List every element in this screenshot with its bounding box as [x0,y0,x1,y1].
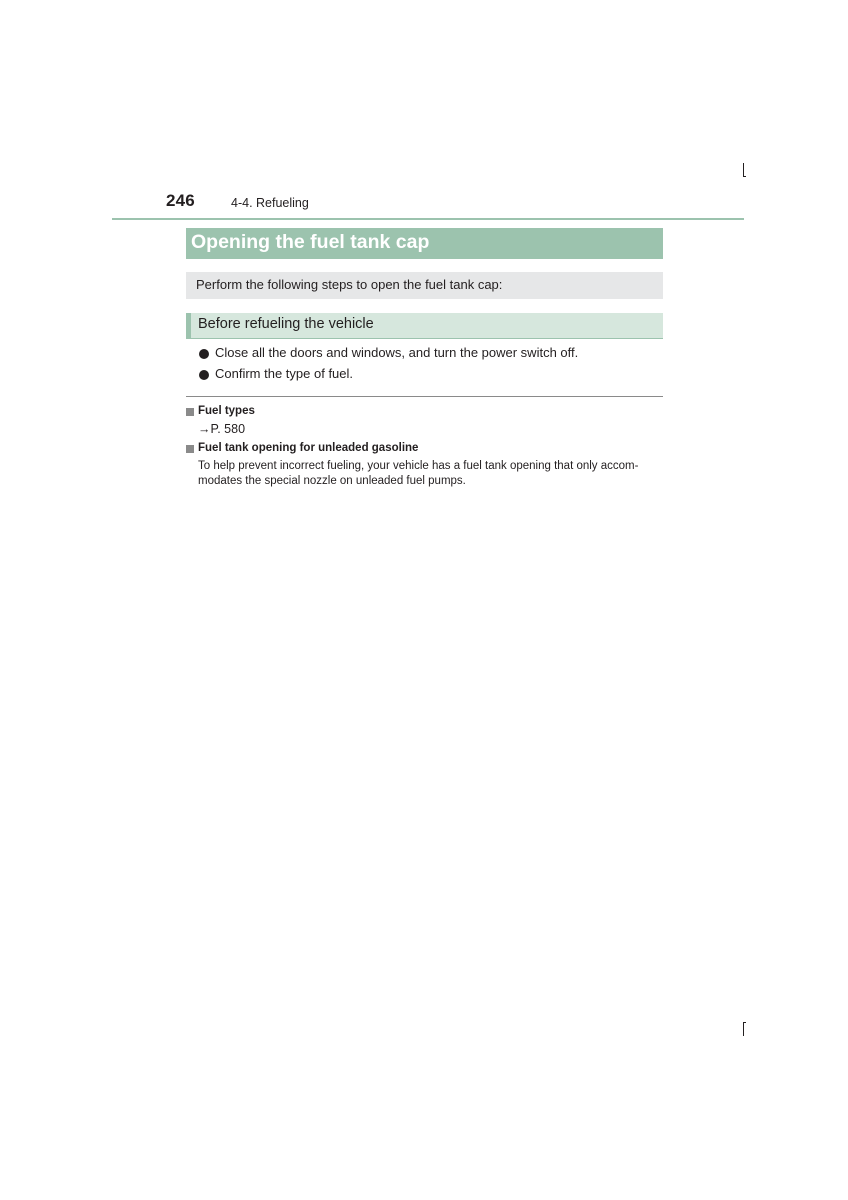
note-heading-text: Fuel types [198,405,255,417]
section-reference: 4-4. Refueling [231,196,309,210]
note-heading [186,442,663,459]
square-bullet-icon [186,445,194,453]
crop-mark-top [743,163,744,177]
page-title: Opening the fuel tank cap [191,231,430,253]
crop-mark-bottom [743,1022,744,1036]
notes-section [186,405,663,489]
square-bullet-icon [186,408,194,416]
bullet-icon [199,370,209,380]
page-number: 246 [166,191,195,210]
page-header [112,190,744,220]
intro-text: Perform the following steps to open the fuel tank cap: [196,277,503,292]
list-item [198,366,663,387]
list-item-text: Confirm the type of fuel. [215,366,354,381]
page-reference-link[interactable]: →P. 580 [198,422,246,436]
divider [186,396,663,397]
checklist [198,345,663,387]
bullet-icon [199,349,209,359]
list-item [198,345,663,366]
subsection-title: Before refueling the vehicle [198,316,374,332]
note-heading-text: Fuel tank opening for unleaded gasoline [198,442,419,454]
note-heading [186,405,663,422]
list-item-text: Close all the doors and windows, and turn the power switch off. [215,345,579,360]
subsection-title-bar [186,313,663,339]
note-body: To help prevent incorrect fueling, your vehicle has a fuel tank opening that only accom-modates the special nozzle on unleaded fuel pumps. [198,460,639,487]
intro-box [186,272,663,299]
section-title-bar [186,228,663,259]
